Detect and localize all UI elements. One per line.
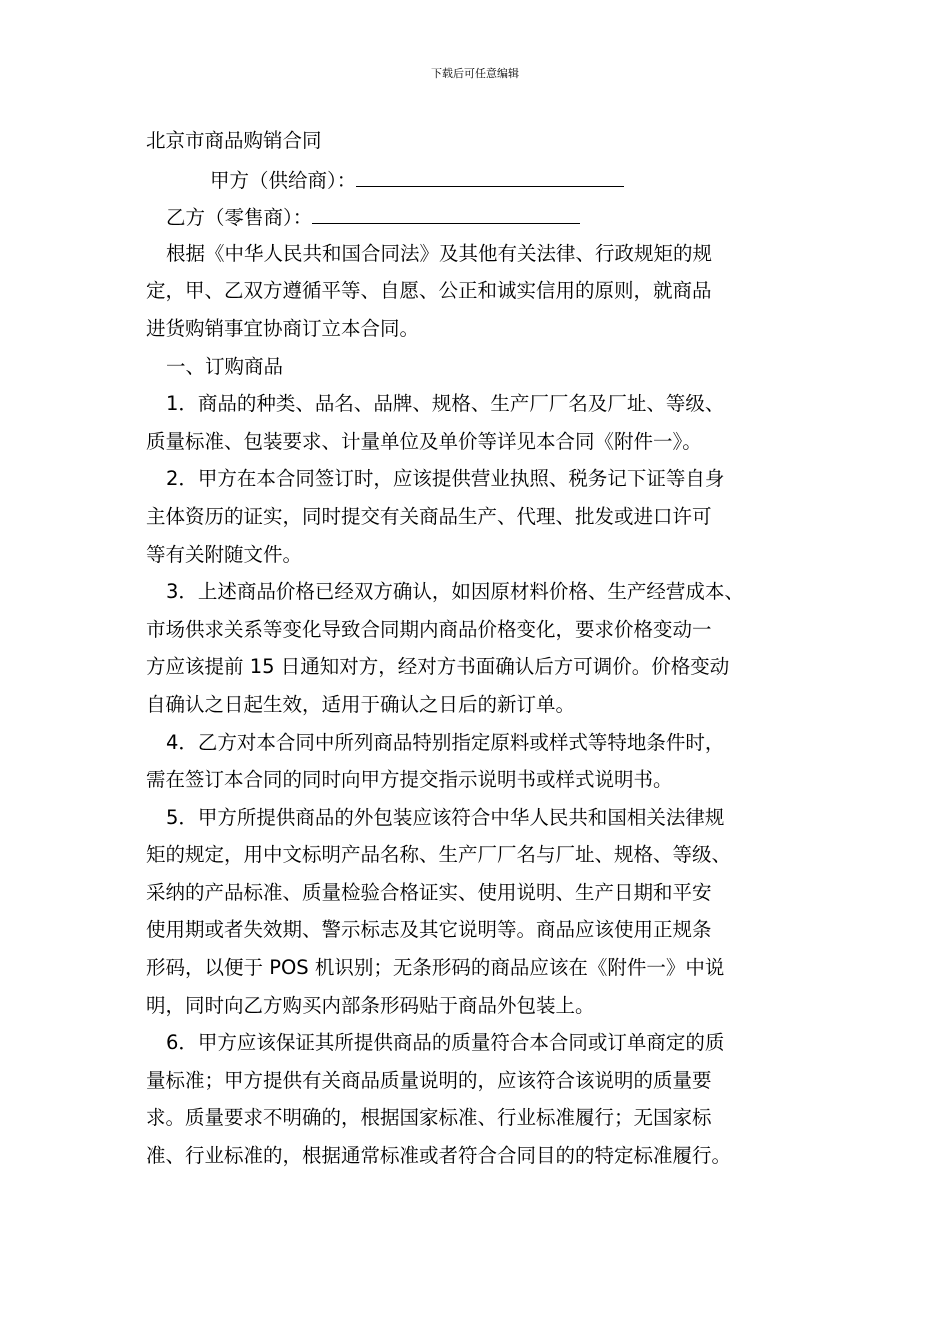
paragraph-line: 形码，以便于 POS 机识别；无条形码的商品应该在《附件一》中说 [146, 956, 725, 980]
party-b-line [146, 197, 826, 235]
contract-body [146, 122, 826, 1175]
party-a-line [146, 160, 826, 198]
party-b-blank[interactable] [312, 197, 580, 224]
party-a-blank[interactable] [356, 160, 624, 187]
paragraph-line: 需在签订本合同的同时向甲方提交指示说明书或样式说明书。 [146, 768, 673, 792]
paragraph-line: 1．商品的种类、品名、品牌、规格、生产厂厂名及厂址、等级、 [166, 392, 725, 416]
paragraph-line: 求。质量要求不明确的，根据国家标准、行业标准履行；无国家标 [146, 1106, 712, 1130]
page-header: 下载后可任意编辑 [431, 67, 519, 80]
paragraph-line: 使用期或者失效期、警示标志及其它说明等。商品应该使用正规条 [146, 918, 712, 942]
paragraph-line: 方应该提前 15 日通知对方，经对方书面确认后方可调价。价格变动 [146, 655, 730, 679]
paragraph-line: 3．上述商品价格已经双方确认，如因原材料价格、生产经营成本、 [166, 580, 744, 604]
paragraph-line: 主体资历的证实，同时提交有关商品生产、代理、批发或进口许可 [146, 504, 712, 528]
paragraph-line: 采纳的产品标准、质量检验合格证实、使用说明、生产日期和平安 [146, 880, 712, 904]
party-b-label: 乙方（零售商）： [166, 206, 313, 230]
document-title: 北京市商品购销合同 [146, 129, 322, 152]
paragraph-line: 准、行业标准的，根据通常标准或者符合合同目的的特定标准履行。 [146, 1144, 732, 1168]
paragraph-line: 量标准；甲方提供有关商品质量说明的，应该符合该说明的质量要 [146, 1068, 712, 1092]
paragraph-line: 6．甲方应该保证其所提供商品的质量符合本合同或订单商定的质 [166, 1031, 725, 1055]
section-heading: 一、订购商品 [166, 354, 284, 378]
paragraph-line: 等有关附随文件。 [146, 542, 303, 566]
paragraph-line: 5．甲方所提供商品的外包装应该符合中华人民共和国相关法律规 [166, 805, 725, 829]
paragraph-line: 明，同时向乙方购买内部条形码贴于商品外包装上。 [146, 993, 595, 1017]
paragraph-line: 市场供求关系等变化导致合同期内商品价格变化，要求价格变动一 [146, 617, 712, 641]
paragraph-line: 质量标准、包装要求、计量单位及单价等详见本合同《附件一》。 [146, 429, 702, 453]
paragraph-line: 2．甲方在本合同签订时，应该提供营业执照、税务记下证等自身 [166, 467, 725, 491]
paragraph-line: 定，甲、乙双方遵循平等、自愿、公正和诚实信用的原则，就商品 [146, 279, 712, 303]
party-a-label: 甲方（供给商）： [210, 168, 357, 192]
paragraph-line: 4．乙方对本合同中所列商品特别指定原料或样式等特地条件时， [166, 730, 725, 754]
paragraph-line: 矩的规定，用中文标明产品名称、生产厂厂名与厂址、规格、等级、 [146, 843, 732, 867]
paragraph-line: 进货购销事宜协商订立本合同。 [146, 316, 420, 340]
paragraph-line: 自确认之日起生效，适用于确认之日后的新订单。 [146, 692, 576, 716]
paragraph-line: 根据《中华人民共和国合同法》及其他有关法律、行政规矩的规 [166, 241, 713, 265]
